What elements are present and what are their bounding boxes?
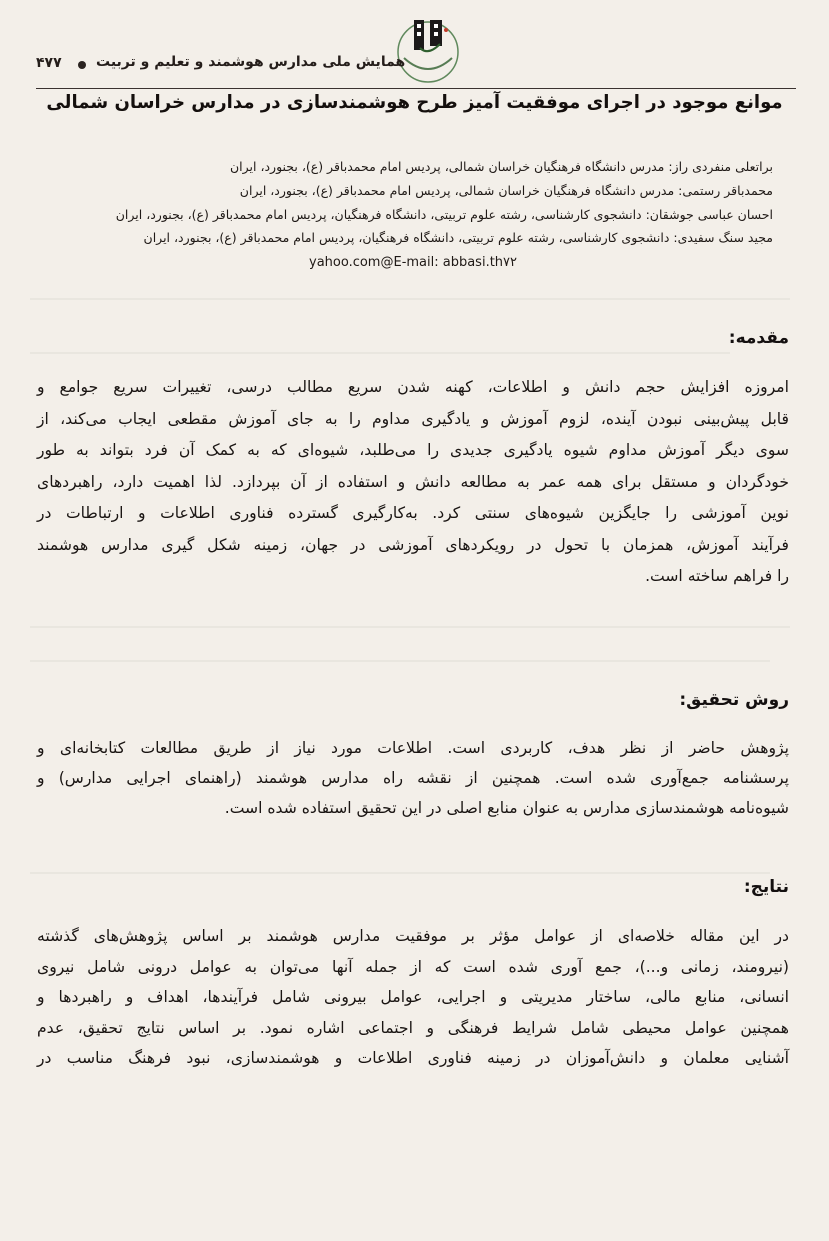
author-line: محمدباقر رستمی: مدرس دانشگاه فرهنگیان خراسان شمالی، پردیس امام محمدباقر (ع)، بجنورد، ایران [239, 182, 773, 198]
section-body-introduction [37, 372, 789, 593]
bleed-through-line [30, 352, 730, 354]
bleed-through-line [30, 626, 790, 628]
author-line: براتعلی منفردی راز: مدرس دانشگاه فرهنگیان خراسان شمالی، پردیس امام محمدباقر (ع)، بجنورد، ایران [229, 159, 773, 174]
bleed-through-line [30, 660, 770, 662]
conference-logo-icon [390, 14, 466, 86]
page-number: ۴۷۷ [36, 55, 62, 71]
text-line: امروزه افزایش حجم دانش و اطلاعات، کهنه شدن سریع مطالب درسی، تغییرات سریع جوامع و [37, 378, 789, 396]
bleed-through-line [30, 872, 770, 874]
author-email: yahoo.com@E-mail: abbasi.th۷۲ [309, 255, 517, 271]
section-body-results [37, 921, 789, 1074]
section-body-method [37, 734, 789, 823]
header-bullet-icon [78, 61, 86, 69]
text-line: (نیرومند، زمانی و...)، جمع آوری شده است که از جمله آنها می‌توان به عوامل درونی شامل نیروی [37, 957, 789, 976]
text-line: شیوه‌نامه هوشمندسازی مدارس به عنوان منابع اصلی در این تحقیق استفاده شده است. [224, 798, 789, 817]
article-title: موانع موجود در اجرای موفقیت آمیز طرح هوشمندسازی در مدارس خراسان شمالی [46, 92, 783, 113]
text-line: قابل پیش‌بینی نبودن آینده، لزوم آموزش و یادگیری مداوم را به جای آموزش مقطعی ایجاب می‌کند، از [37, 409, 789, 428]
text-line: نوین آموزشی را جایگزین شیوه‌های سنتی کرد. به‌کارگیری گسترده فناوری اطلاعات و ارتباطات در [37, 504, 789, 522]
page-header [0, 8, 829, 88]
author-list [53, 155, 773, 275]
bleed-through-line [30, 298, 790, 300]
section-heading-results: نتایج: [743, 877, 789, 897]
text-line: فرآیند آموزش، همزمان با تحول در رویکردهای آموزشی در جهان، زمینه شکل گیری مدارس هوشمند [37, 535, 789, 554]
text-line: همچنین عوامل محیطی شامل شرایط فرهنگی و اجتماعی اشاره نمود. بر اساس نتایج تحقیق، عدم [37, 1018, 789, 1037]
author-line: احسان عباسی جوشقان: دانشجوی کارشناسی، رشته علوم تربیتی، دانشگاه فرهنگیان، پردیس امام محمدباقر (ع)، بجنورد، ایران [115, 206, 773, 222]
header-rule [36, 88, 796, 89]
text-line: پژوهش حاضر از نظر هدف، کاربردی است. اطلاعات مورد نیاز از طریق مطالعات کتابخانه‌ای و [37, 739, 789, 757]
text-line: انسانی، منابع مالی، ساختار مدیریتی و اجرایی، عوامل بیرونی شامل فرآیندها، اهداف و راهبردها و [37, 988, 789, 1007]
text-line: خودگردان و مستقل برای همه عمر به مطالعه دانش و استفاده از آن بپردازد. لذا اهمیت دارد، راهبردهای [37, 472, 789, 491]
text-line: آشنایی معلمان و دانش‌آموزان در زمینه فناوری اطلاعات و هوشمندسازی، نبود فرهنگ مناسب در [37, 1049, 789, 1068]
section-heading-introduction: مقدمه: [728, 328, 789, 348]
text-line: در این مقاله خلاصه‌ای از عوامل مؤثر بر موفقیت مدارس هوشمند بر اساس پژوهش‌های گذشته [37, 927, 789, 945]
text-line: سوی دیگر آموزش مداوم شیوه یادگیری جدیدی را می‌طلبد، شیوه‌ای که به کمک آن فرد بتواند به طور [37, 441, 789, 459]
section-heading-method: روش تحقیق: [679, 690, 789, 710]
conference-logo [390, 14, 466, 86]
text-line: را فراهم ساخته است. [645, 567, 789, 585]
text-line: پرسشنامه جمع‌آوری شده است. همچنین از نقشه راه مدارس هوشمند (راهنمای اجرایی مدارس) و [37, 768, 789, 787]
author-line: مجید سنگ سفیدی: دانشجوی کارشناسی، رشته علوم تربیتی، دانشگاه فرهنگیان، پردیس امام محمدباقر (ع)، بجنورد، ایران [143, 230, 773, 246]
running-head: همایش ملی مدارس هوشمند و تعلیم و تربیت [96, 54, 406, 70]
